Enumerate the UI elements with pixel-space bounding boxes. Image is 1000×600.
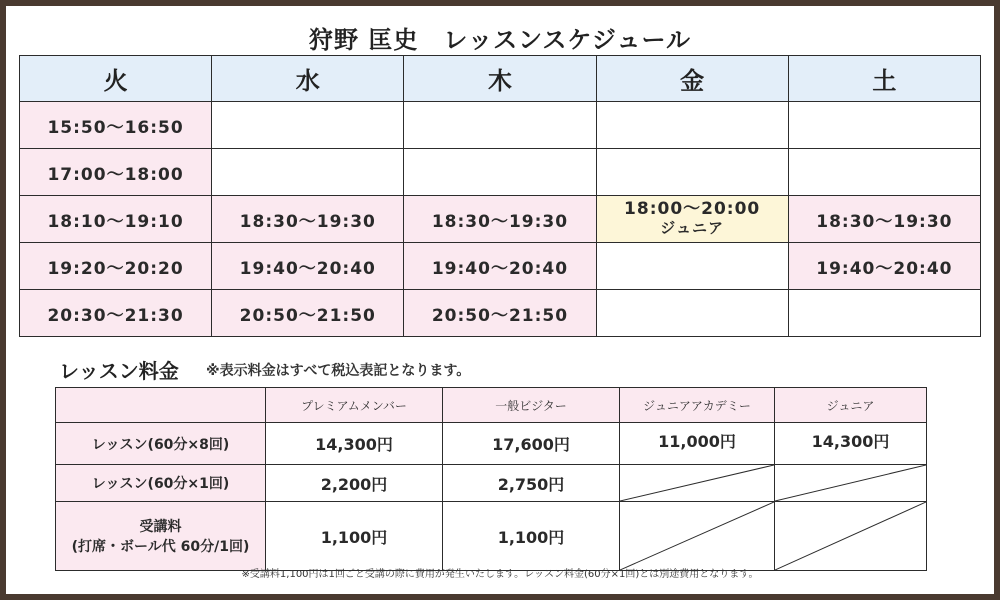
slot-cell bbox=[212, 149, 404, 196]
pricing-row bbox=[56, 465, 927, 502]
pricing-header-visitor: 一般ビジター bbox=[443, 388, 620, 423]
slot-cell: 15:50〜16:50 bbox=[20, 102, 212, 149]
schedule-row bbox=[20, 102, 981, 149]
pricing-row-label-sub: (打席・ボール代 60分/1回) bbox=[71, 539, 250, 555]
pricing-header-junior-academy: ジュニアアカデミー bbox=[620, 388, 775, 423]
slot-cell: 19:40〜20:40 bbox=[212, 243, 404, 290]
diagonal-slash-icon bbox=[775, 465, 926, 501]
not-applicable-cell bbox=[620, 502, 775, 571]
junior-slot-time: 18:00〜20:00 bbox=[624, 199, 761, 219]
pricing-header-junior: ジュニア bbox=[775, 388, 927, 423]
day-sat: 土 bbox=[788, 56, 980, 102]
day-thu: 木 bbox=[404, 56, 596, 102]
schedule-row bbox=[20, 290, 981, 337]
pricing-title: レッスン料金 bbox=[59, 359, 179, 383]
pricing-row-label: レッスン(60分×1回) bbox=[56, 465, 266, 502]
pricing-header-premium: プレミアムメンバー bbox=[266, 388, 443, 423]
page-title: 狩野 匡史 レッスンスケジュール bbox=[309, 26, 691, 54]
day-fri: 金 bbox=[596, 56, 788, 102]
slot-cell: 19:20〜20:20 bbox=[20, 243, 212, 290]
slot-cell: 19:40〜20:40 bbox=[404, 243, 596, 290]
slot-cell bbox=[404, 149, 596, 196]
slot-cell: 18:30〜19:30 bbox=[788, 196, 980, 243]
schedule-header-row bbox=[20, 56, 981, 102]
slot-cell bbox=[596, 243, 788, 290]
pricing-row-label bbox=[56, 502, 266, 571]
diagonal-slash-icon bbox=[620, 465, 774, 501]
diagonal-slash-icon bbox=[775, 502, 926, 570]
not-applicable-cell bbox=[775, 465, 927, 502]
slot-cell: 20:30〜21:30 bbox=[20, 290, 212, 337]
pricing-note: ※表示料金はすべて税込表記となります。 bbox=[206, 363, 471, 379]
pricing-table bbox=[55, 387, 927, 571]
pricing-row bbox=[56, 502, 927, 571]
not-applicable-cell bbox=[775, 502, 927, 571]
slot-cell bbox=[596, 149, 788, 196]
slot-cell: 20:50〜21:50 bbox=[212, 290, 404, 337]
pricing-header-blank bbox=[56, 388, 266, 423]
footnote: ※受講料1,100円は1回ごと受講の際に費用が発生いたします。レッスン料金(60分×1回)とは別途費用となります。 bbox=[241, 569, 759, 580]
junior-slot-cell bbox=[596, 196, 788, 243]
pricing-header-row bbox=[56, 388, 927, 423]
day-tue: 火 bbox=[20, 56, 212, 102]
schedule-card bbox=[6, 6, 994, 594]
schedule-row bbox=[20, 149, 981, 196]
slot-cell bbox=[212, 102, 404, 149]
price-cell: 1,100円 bbox=[443, 502, 620, 571]
slot-cell bbox=[788, 149, 980, 196]
slot-cell bbox=[788, 102, 980, 149]
price-cell: 11,000円 bbox=[620, 423, 775, 465]
price-cell: 1,100円 bbox=[266, 502, 443, 571]
slot-cell: 20:50〜21:50 bbox=[404, 290, 596, 337]
schedule-row bbox=[20, 196, 981, 243]
junior-slot-label: ジュニア bbox=[660, 219, 724, 237]
slot-cell bbox=[596, 290, 788, 337]
slot-cell: 17:00〜18:00 bbox=[20, 149, 212, 196]
diagonal-slash-icon bbox=[620, 502, 774, 570]
slot-cell: 19:40〜20:40 bbox=[788, 243, 980, 290]
slot-cell bbox=[788, 290, 980, 337]
not-applicable-cell bbox=[620, 465, 775, 502]
price-cell: 2,200円 bbox=[266, 465, 443, 502]
slot-cell: 18:10〜19:10 bbox=[20, 196, 212, 243]
pricing-row bbox=[56, 423, 927, 465]
slot-cell: 18:30〜19:30 bbox=[404, 196, 596, 243]
slot-cell bbox=[596, 102, 788, 149]
price-cell: 14,300円 bbox=[266, 423, 443, 465]
pricing-row-label: レッスン(60分×8回) bbox=[56, 423, 266, 465]
price-cell: 17,600円 bbox=[443, 423, 620, 465]
slot-cell: 18:30〜19:30 bbox=[212, 196, 404, 243]
price-cell: 14,300円 bbox=[775, 423, 927, 465]
schedule-row bbox=[20, 243, 981, 290]
day-wed: 水 bbox=[212, 56, 404, 102]
price-cell: 2,750円 bbox=[443, 465, 620, 502]
slot-cell bbox=[404, 102, 596, 149]
schedule-table bbox=[19, 55, 981, 337]
pricing-row-label-main: 受講料 bbox=[139, 519, 182, 535]
